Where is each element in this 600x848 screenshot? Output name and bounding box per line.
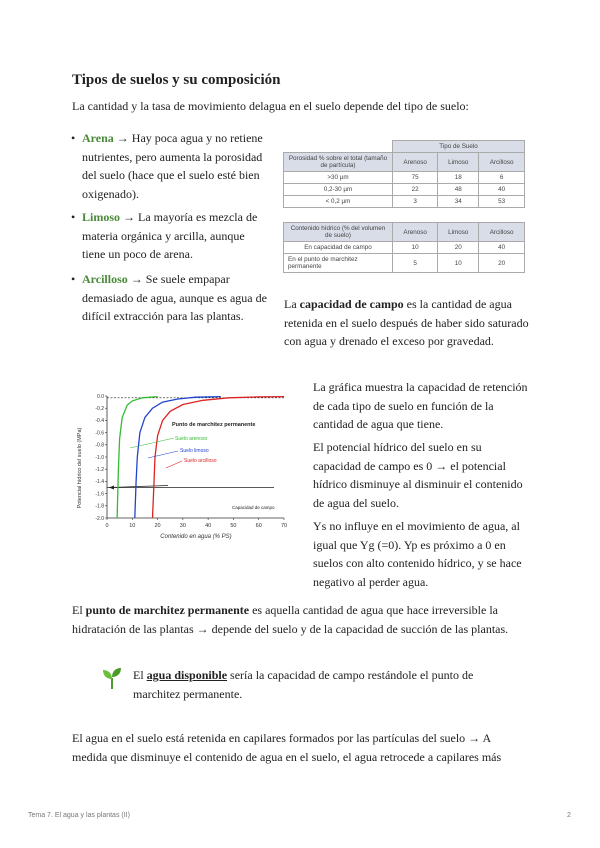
y-tick-label: -2.0	[95, 515, 104, 522]
page-number: 2	[567, 812, 571, 819]
y-tick-label: -0.2	[95, 406, 104, 412]
y-tick-label: -0.4	[95, 418, 104, 425]
y-tick-label: -0.8	[95, 442, 104, 449]
legend-clay: Suelo arcilloso	[184, 458, 217, 464]
capacidad-paragraph: La capacidad de campo es la cantidad de agua retenida en el suelo después de haber sido saturado con agua y drenado el exceso por gravedad.	[284, 297, 529, 348]
y-tick-label: -1.2	[95, 467, 104, 473]
x-tick-label: 20	[154, 523, 161, 529]
bullet-arena	[71, 129, 267, 203]
table-row-header: Porosidad % sobre el total (tamaño de partícula)	[284, 153, 393, 172]
x-tick-label: 40	[205, 523, 212, 529]
table-col-header: Limoso	[438, 153, 479, 172]
legend-silt: Suelo limoso	[180, 448, 209, 454]
table-row-header: Contenido hídrico (% del volumen de suelo)	[284, 223, 393, 242]
x-tick-label: 70	[280, 523, 288, 529]
table-col-header: Arenoso	[393, 223, 438, 242]
term-arcilloso: Arcilloso	[82, 272, 128, 286]
y-tick-label: 0.0	[97, 393, 104, 400]
chart-ylabel: Potencial hídrico del suelo (MPa)	[77, 427, 83, 509]
term-capacidad: capacidad de campo	[299, 297, 404, 311]
y-tick-label: -1.8	[95, 503, 104, 510]
table-row: < 0,2 µm 3 34 53	[284, 196, 525, 208]
table-col-header: Arcilloso	[479, 153, 525, 172]
x-tick-label: 30	[179, 523, 186, 529]
term-limoso: Limoso	[82, 210, 121, 224]
term-disponible: agua disponible	[146, 668, 228, 682]
table-row: 0,2-30 µm 22 48 40	[284, 184, 525, 196]
chart-xlabel: Contenido en agua (% PS)	[160, 534, 232, 540]
table-row: >30 µm 75 18 6	[284, 172, 525, 184]
table-col-header: Arenoso	[393, 153, 438, 172]
chart-paragraph-2: El potencial hídrico del suelo en su capacidad de campo es 0 → el potencial hídrico disminuye al disminuir el contenido de agua del suelo.	[313, 440, 523, 510]
table-col-header: Arcilloso	[479, 223, 525, 242]
y-tick-label: -1.4	[95, 479, 104, 486]
x-tick-label: 50	[230, 523, 237, 529]
footer-title: Tema 7. El agua y las plantas (II)	[28, 812, 130, 819]
bullet-dot: •	[71, 131, 76, 145]
bullet-text: → La mayoría es mezcla de materia orgánica y arcilla, aunque tiene un poco de arena.	[82, 210, 258, 261]
x-tick-label: 10	[129, 523, 136, 529]
x-tick-label: 60	[255, 523, 262, 529]
x-tick-label: 0	[105, 523, 109, 529]
sprout-icon	[101, 666, 123, 690]
water-potential-chart	[70, 388, 295, 548]
y-tick-label: -0.6	[95, 430, 104, 437]
y-tick-label: -1.0	[95, 454, 104, 461]
bullet-text: → Hay poca agua y no retiene nutrientes, pero aumenta la porosidad del suelo (hace que el suelo esté bien oxigenado).	[82, 131, 263, 201]
page-title: Tipos de suelos y su composición	[72, 72, 281, 88]
term-marchitez: punto de marchitez permanente	[85, 603, 250, 617]
table-col-header: Limoso	[438, 223, 479, 242]
table-row: En capacidad de campo 10 20 40	[284, 242, 525, 254]
table-row: En el punto de marchitez permanente 5 10 20	[284, 254, 525, 273]
chart-paragraph-1: La gráfica muestra la capacidad de retención de cada tipo de suelo en función de la cantidad de agua que tiene.	[313, 380, 528, 431]
disponible-paragraph: El agua disponible sería la capacidad de campo restándole el punto de marchitez permanente.	[133, 668, 474, 701]
bullet-limoso	[71, 208, 267, 264]
bullet-arcilloso	[71, 270, 267, 326]
final-paragraph: El agua en el suelo está retenida en capilares formados por las partículas del suelo → A medida que disminuye el contenido de agua en el suelo, el agua retrocede a capilares más	[72, 731, 502, 764]
annotation-field-capacity: Capacidad de campo	[232, 505, 275, 510]
annotation-wilting: Punto de marchitez permanente	[172, 422, 256, 428]
table-group-header: Tipo de Suelo	[393, 141, 525, 153]
bullet-text: → Se suele empapar demasiado de agua, aunque es agua de difícil extracción para las plantas.	[82, 272, 267, 323]
term-arena: Arena	[82, 131, 114, 145]
water-content-table	[283, 222, 525, 273]
chart-paragraph-3: Ys no influye en el movimiento de agua, al igual que Yg (=0). Yp es próximo a 0 en suelos con alto contenido hídrico, y se hace negativo al perder agua.	[313, 519, 522, 589]
legend-sand: Suelo arenoso	[175, 436, 208, 442]
bullet-dot: •	[71, 210, 76, 224]
bullet-dot: •	[71, 272, 76, 286]
marchitez-paragraph: El punto de marchitez permanente es aquella cantidad de agua que hace irreversible la hidratación de las plantas → depende del suelo y de la capacidad de succión de las plantas.	[72, 603, 509, 636]
y-tick-label: -1.6	[95, 491, 104, 498]
intro-text: La cantidad y la tasa de movimiento delagua en el suelo depende del tipo de suelo:	[72, 99, 469, 113]
porosity-table	[283, 140, 525, 208]
